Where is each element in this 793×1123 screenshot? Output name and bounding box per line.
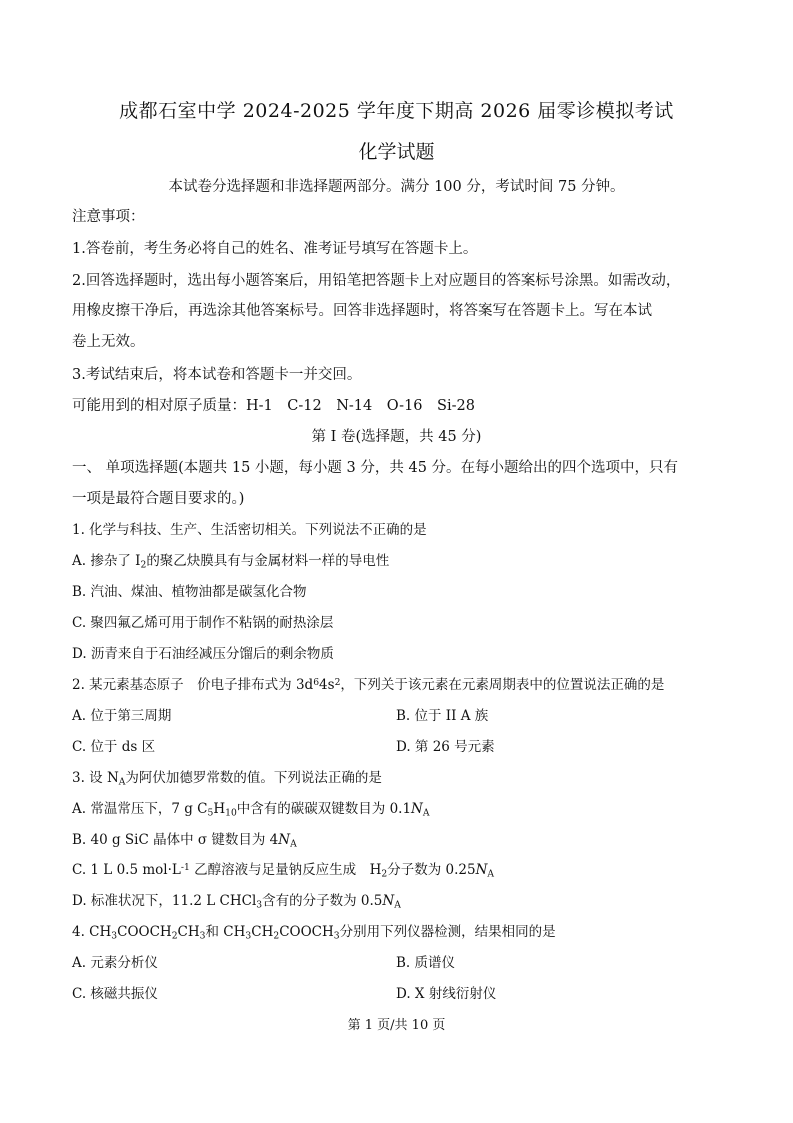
q3-stem: 3. 设 $N_A$为阿伏加德罗常数的值。下列说法正确的是: [72, 770, 382, 788]
q4-option-b: B. 质谱仪: [396, 955, 456, 971]
notice-item-1: 1.答卷前，考生务必将自己的姓名、准考证号填写在答题卡上。: [72, 241, 478, 257]
q4-option-c: C. 核磁共振仪: [72, 986, 158, 1002]
notice-item-3: 3.考试结束后，将本试卷和答题卡一并交回。: [72, 367, 362, 383]
notice-item-2-line-3: 卷上无效。: [72, 334, 145, 350]
q3-option-d: D. 标准状况下，11.2 L CHCl$_3$含有的分子数为 $0.5N_A$: [72, 893, 401, 911]
notice-item-2-line-2: 用橡皮擦干净后，再选涂其他答案标号。回答非选择题时，将答案写在答题卡上。写在本试: [72, 303, 652, 319]
q3-option-a: A. 常温常压下，7 g $C_5H_{10}$中含有的碳碳双键数目为 $0.1N_A$: [72, 801, 430, 819]
notice-heading: 注意事项：: [72, 209, 145, 225]
q1-stem: 1. 化学与科技、生产、生活密切相关。下列说法不正确的是: [72, 522, 427, 538]
exam-subtitle: 化学试题: [358, 141, 435, 163]
q2-option-c: C. 位于 ds 区: [72, 739, 156, 755]
q4-stem: 4. $CH_3COOCH_2CH_3$和 $CH_3CH_2COOCH_3$分别用下列仪器检测，结果相同的是: [72, 924, 556, 942]
q1-option-a: A. 掺杂了 $I_2$的聚乙炔膜具有与金属材料一样的导电性: [72, 553, 390, 571]
q3-option-c: C. 1 L 0.5 $mol\cdot L^{-1}$ 乙醇溶液与足量钠反应生成 $H_2$分子数为 $0.25N_A$: [72, 862, 494, 880]
q1-option-c: C. 聚四氟乙烯可用于制作不粘锅的耐热涂层: [72, 615, 334, 631]
section-instruction-line-2: 一项是最符合题目要求的。): [72, 491, 245, 507]
section-instruction-line-1: 一、 单项选择题(本题共 15 小题，每小题 3 分，共 45 分。在每小题给出的四个选项中，只有: [72, 460, 679, 476]
q4-option-a: A. 元素分析仪: [72, 955, 158, 971]
exam-title: 成都石室中学 2024-2025 学年度下期高 2026 届零诊模拟考试: [119, 100, 674, 122]
section-title: 第 I 卷(选择题，共 45 分): [311, 429, 482, 445]
notice-item-2-line-1: 2.回答选择题时，选出每小题答案后，用铅笔把答题卡上对应题目的答案标号涂黑。如需改动，: [72, 273, 681, 289]
q2-option-d: D. 第 26 号元素: [396, 739, 495, 755]
atomic-masses: 可能用到的相对原子质量：H-1 C-12 N-14 O-16 Si-28: [72, 398, 475, 414]
page-number: 第 1 页/共 10 页: [347, 1018, 446, 1033]
q1-option-b: B. 汽油、煤油、植物油都是碳氢化合物: [72, 584, 307, 600]
q3-option-b: B. 40 g SiC 晶体中 σ 键数目为 $4N_A$: [72, 832, 297, 850]
exam-intro: 本试卷分选择题和非选择题两部分。满分 100 分，考试时间 75 分钟。: [168, 179, 625, 195]
q2-option-b: B. 位于 II A 族: [396, 708, 489, 724]
q2-option-a: A. 位于第三周期: [72, 708, 172, 724]
q4-option-d: D. X 射线衍射仪: [396, 986, 497, 1002]
q2-stem: 2. 某元素基态原子 价电子排布式为 $3d^64s^2$，下列关于该元素在元素周期表中的位置说法正确的是: [72, 677, 665, 694]
q1-option-d: D. 沥青来自于石油经减压分馏后的剩余物质: [72, 646, 334, 662]
